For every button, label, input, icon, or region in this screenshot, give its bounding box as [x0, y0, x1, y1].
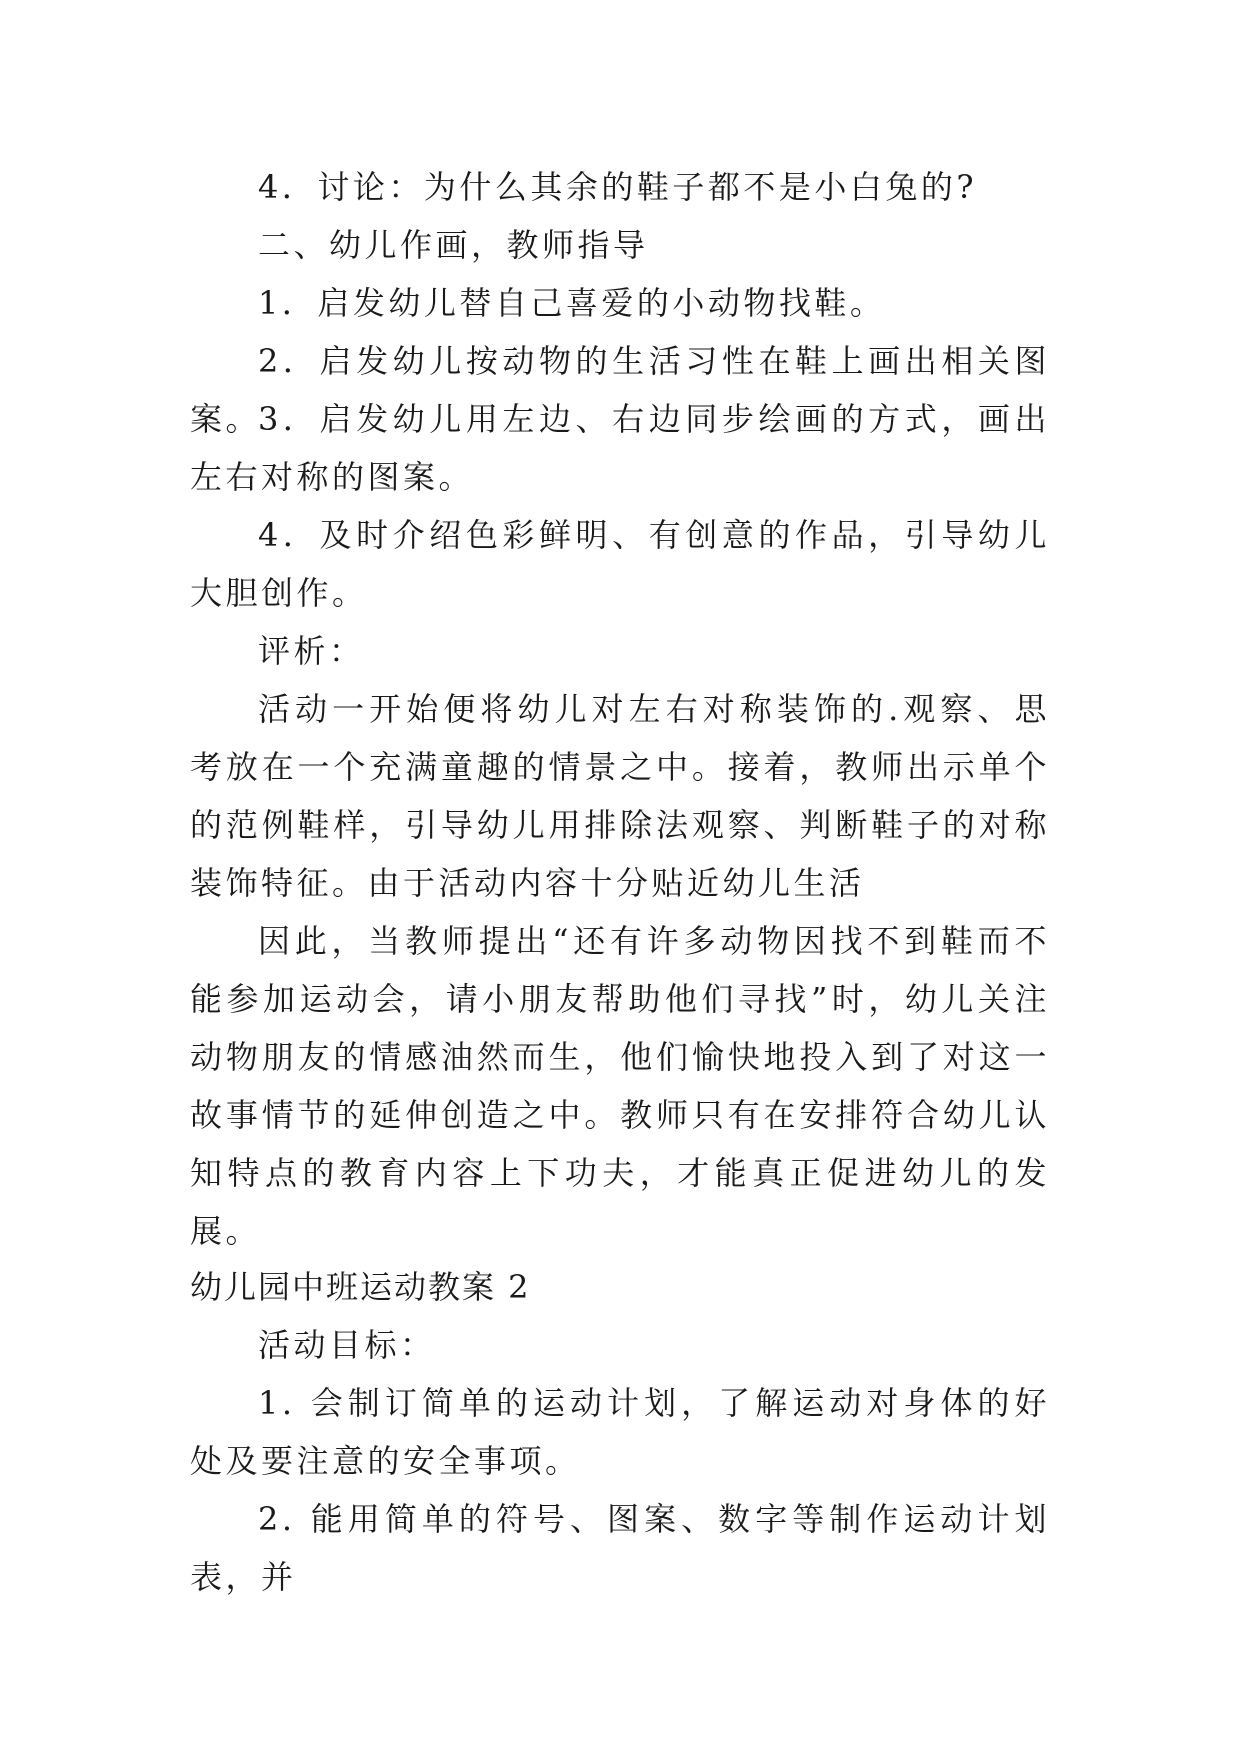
paragraph-analysis-body: 活动一开始便将幼儿对左右对称装饰的.观察、思考放在一个充满童趣的情景之中。接着，教师出示单个的范例鞋样，引导幼儿用排除法观察、判断鞋子的对称装饰特征。由于活动内容十分贴近幼儿生活	[190, 690, 1050, 902]
paragraph-analysis-label: 评析：	[258, 632, 365, 670]
paragraph-step-4: 4．及时介绍色彩鲜明、有创意的作品，引导幼儿大胆创作。	[190, 516, 1050, 612]
section-title: 幼儿园中班运动教案 2	[190, 1268, 531, 1306]
paragraph-conclusion: 因此，当教师提出“还有许多动物因找不到鞋而不能参加运动会，请小朋友帮助他们寻找”时，幼儿关注动物朋友的情感油然而生，他们愉快地投入到了对这一故事情节的延伸创造之中。教师只有在安排符合幼儿认知特点的教育内容上下功夫，才能真正促进幼儿的发展。	[190, 922, 1050, 1250]
paragraph-step-2: 2．启发幼儿按动物的生活习性在鞋上画出相关图案。	[190, 342, 1050, 438]
paragraph-goal-2: 2. 能用简单的符号、图案、数字等制作运动计划表，并	[190, 1500, 1050, 1596]
paragraph-goal-1: 1. 会制订简单的运动计划，了解运动对身体的好处及要注意的安全事项。	[190, 1384, 1050, 1480]
section-heading-drawing: 二、幼儿作画，教师指导	[258, 226, 649, 264]
paragraph-step-1: 1．启发幼儿替自己喜爱的小动物找鞋。	[258, 284, 886, 322]
paragraph-discussion: 4．讨论：为什么其余的鞋子都不是小白兔的?	[258, 168, 978, 206]
paragraph-goals-label: 活动目标：	[258, 1326, 436, 1364]
paragraph-step-3: 3．启发幼儿用左边、右边同步绘画的方式，画出左右对称的图案。	[190, 400, 1050, 496]
